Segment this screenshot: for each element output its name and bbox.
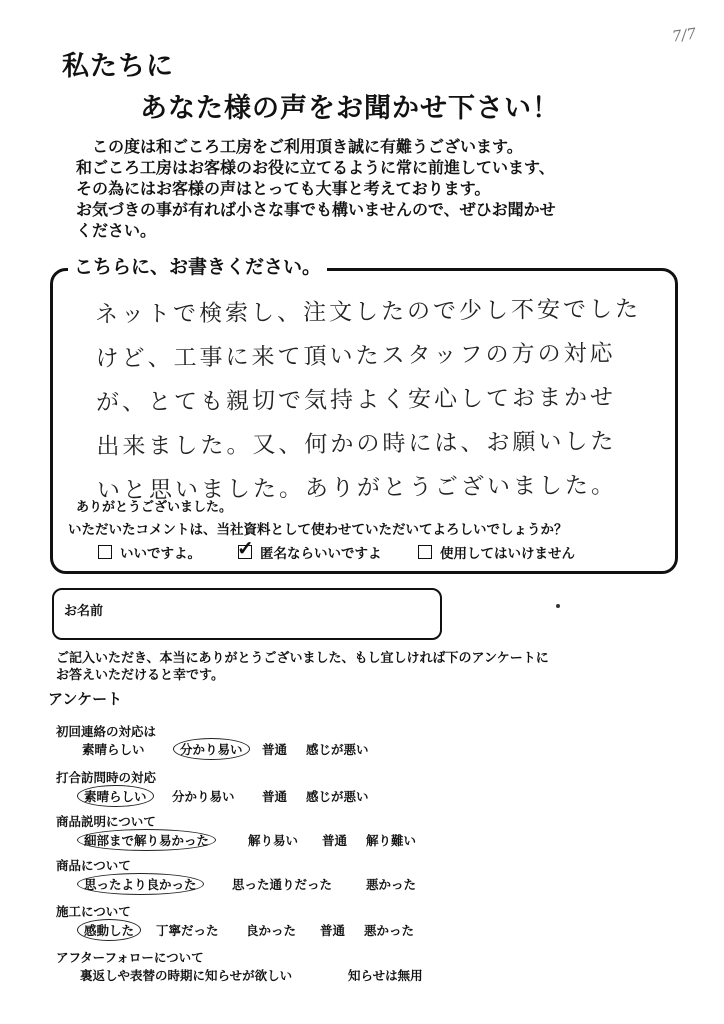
question-title: 施工について — [56, 904, 131, 919]
name-field[interactable] — [52, 588, 442, 640]
handwritten-line: が、とても親切で気持よく安心しておまかせ — [95, 384, 617, 417]
checkbox-anonymous[interactable] — [237, 536, 254, 560]
answer-option-selected[interactable]: 感動した — [77, 919, 141, 941]
answer-option[interactable]: 普通 — [262, 789, 288, 804]
intro-line: ください。 — [76, 221, 157, 240]
answer-option[interactable]: 悪かった — [366, 877, 417, 892]
question-title: 商品説明について — [56, 814, 156, 829]
handwritten-line: ネットで検索し、注文したので少し不安でした — [94, 296, 642, 329]
ink-dot — [556, 604, 560, 608]
closing-text — [56, 650, 549, 684]
handwritten-comment — [95, 287, 677, 513]
handwritten-line: 出来ました。又、何かの時には、お願いした — [96, 428, 617, 461]
intro-line: その為にはお客様の声はとっても大事と考えております。 — [76, 179, 491, 198]
answer-option[interactable]: 解り難い — [366, 833, 417, 848]
handwritten-line: けど、工事に来て頂いたスタッフの方の対応 — [95, 340, 616, 373]
option-anonymous[interactable] — [237, 536, 382, 562]
comment-box-label: こちらに、お書きください。 — [68, 252, 327, 279]
answer-option[interactable]: 裏返しや表替の時期に知らせが欲しい — [80, 968, 293, 983]
option-anonymous-label: 匿名ならいいですよ — [260, 546, 382, 562]
answer-option[interactable]: 分かり易い — [172, 789, 235, 804]
page-number: 7/7 — [670, 24, 698, 46]
survey-title: アンケート — [48, 690, 123, 708]
option-allow-label: いいですよ。 — [120, 546, 201, 562]
answer-option[interactable]: 悪かった — [364, 923, 415, 938]
option-deny[interactable] — [418, 542, 575, 562]
handwritten-line: いと思いました。ありがとうございました。 — [96, 472, 618, 505]
answer-option[interactable]: 普通 — [322, 833, 348, 848]
checkbox-deny[interactable] — [418, 545, 432, 559]
page-title-line-1: 私たちに — [62, 51, 174, 82]
closing-line: ご記入いただき、本当にありがとうございました、もし宜しければ下のアンケートに — [56, 651, 549, 666]
answer-option[interactable]: 解り易い — [248, 833, 299, 848]
question-title: 打合訪問時の対応 — [56, 770, 157, 785]
name-label: お名前 — [64, 604, 104, 619]
check-mark-icon: ✓ — [237, 536, 254, 560]
answer-option[interactable]: 普通 — [320, 923, 346, 938]
answer-option[interactable]: 感じが悪い — [306, 742, 369, 757]
option-deny-label: 使用してはいけません — [440, 546, 575, 562]
answer-option[interactable]: 普通 — [262, 742, 288, 757]
answer-option-selected[interactable]: 思ったより良かった — [77, 873, 204, 895]
question-title: アフターフォローについて — [56, 950, 204, 965]
option-allow[interactable] — [98, 542, 201, 562]
answer-option-selected[interactable]: 分かり易い — [173, 738, 250, 760]
intro-line: 和ごころ工房はお客様のお役に立てるように常に前進しています、 — [76, 158, 555, 177]
usage-question: いただいたコメントは、当社資料として使わせていただいてよろしいでしょうか？ — [68, 522, 568, 538]
intro-line: この度は和ごころ工房をご利用頂き誠に有難うございます。 — [92, 137, 523, 156]
answer-option[interactable]: 感じが悪い — [306, 789, 369, 804]
answer-option[interactable]: 素晴らしい — [82, 742, 145, 757]
question-title: 商品について — [56, 858, 131, 873]
answer-option[interactable]: 思った通りだった — [232, 877, 333, 892]
page-title-line-2: あなた様の声をお聞かせ下さい！ — [140, 93, 560, 124]
question-title: 初回連絡の対応は — [56, 724, 157, 739]
answer-option[interactable]: 丁寧だった — [156, 923, 219, 938]
answer-option-selected[interactable]: 細部まで解り易かった — [77, 829, 216, 851]
answer-option-selected[interactable]: 素晴らしい — [77, 785, 154, 807]
thanks-text: ありがとうございました。 — [76, 500, 233, 515]
intro-line: お気づきの事が有れば小さな事でも構いませんので、ぜひお聞かせ — [76, 200, 556, 219]
closing-line: お答えいただけると幸です。 — [56, 668, 224, 683]
answer-option[interactable]: 知らせは無用 — [348, 968, 423, 983]
intro-text — [76, 136, 676, 241]
answer-option[interactable]: 良かった — [246, 923, 297, 938]
checkbox-allow[interactable] — [98, 545, 112, 559]
